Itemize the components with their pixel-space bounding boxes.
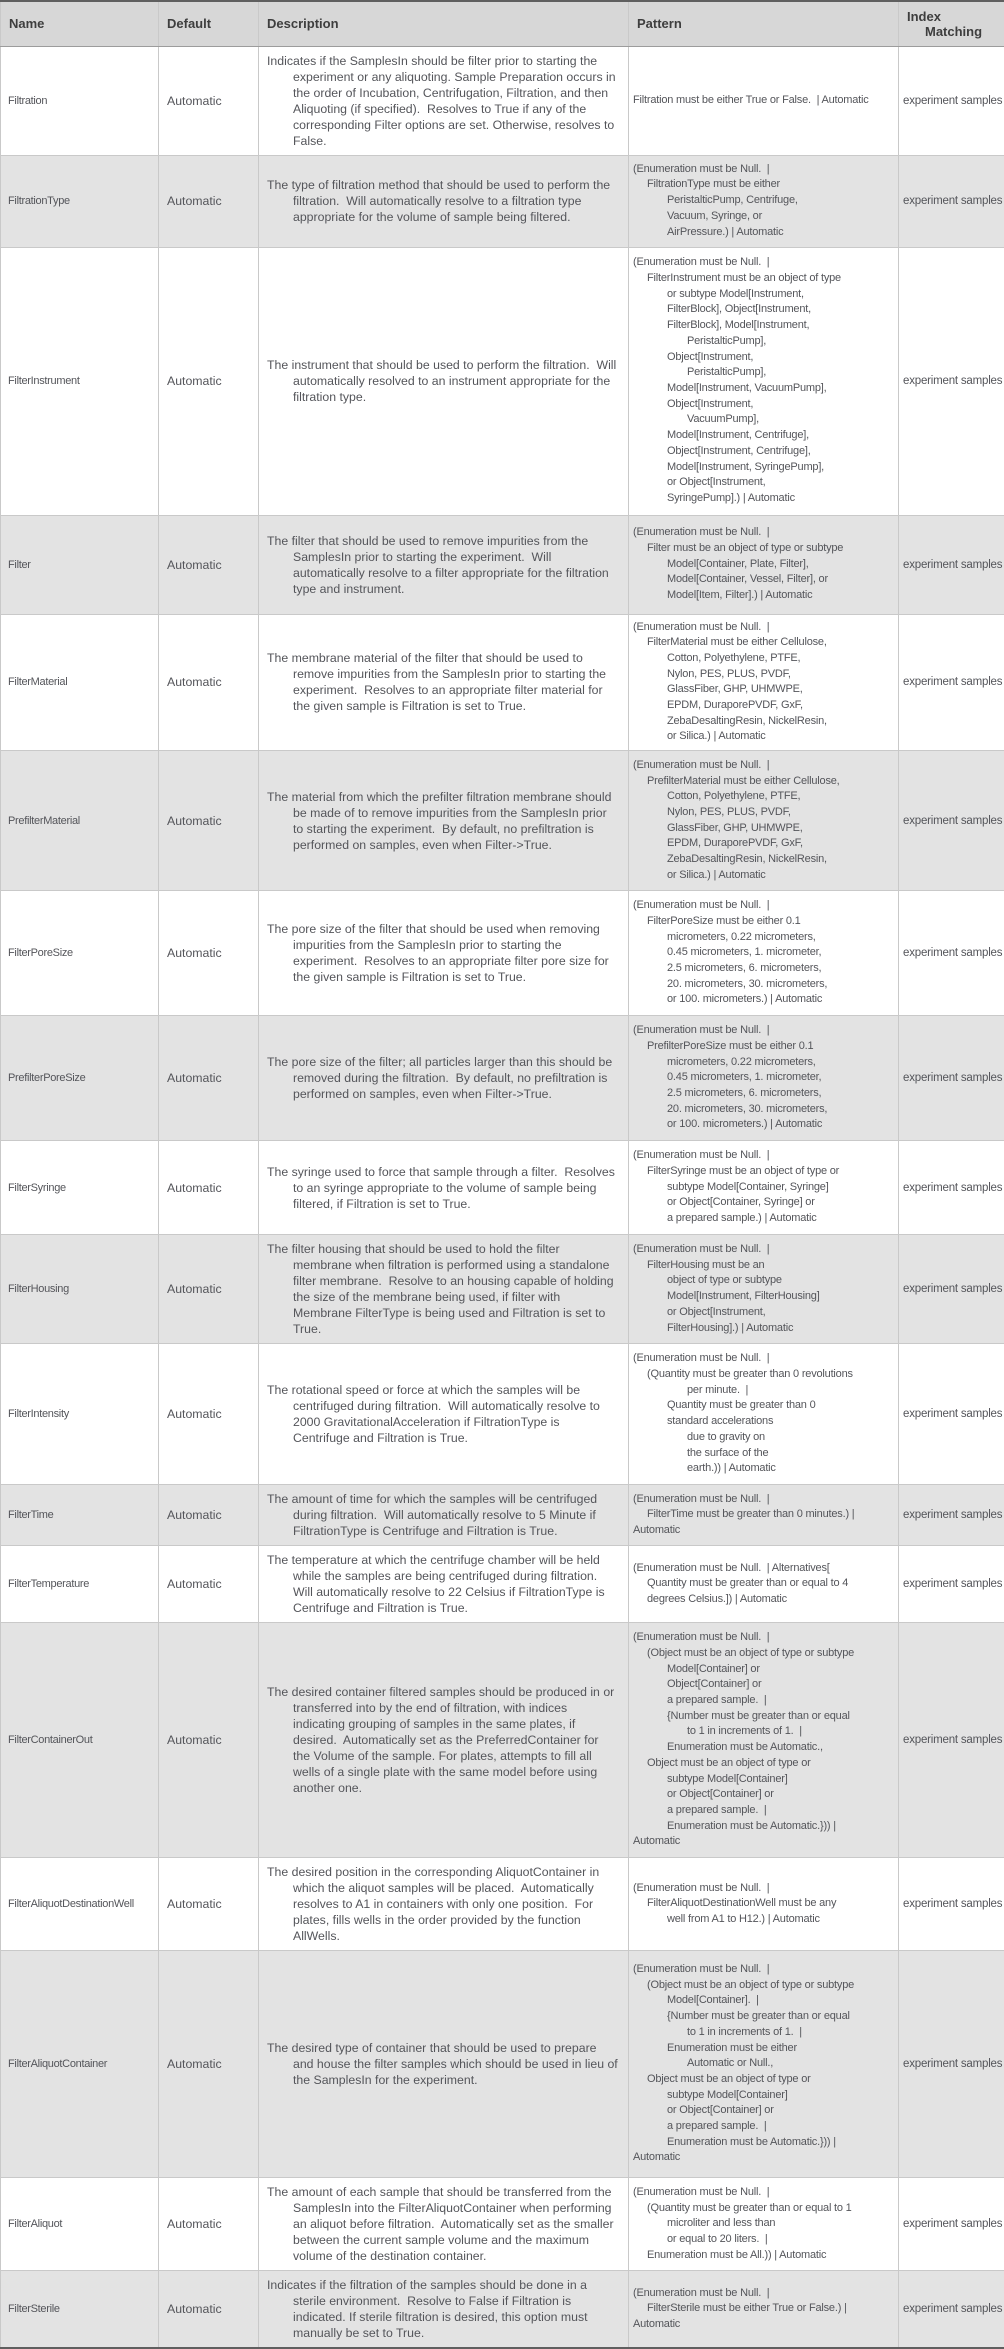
option-name: FilterInstrument <box>1 247 159 515</box>
option-name: FilterContainerOut <box>1 1623 159 1858</box>
pattern-line: FilterTime must be greater than 0 minutes.) | <box>633 1507 894 1523</box>
option-name: FilterSterile <box>1 2271 159 2349</box>
option-pattern <box>629 1623 899 1858</box>
option-description: The membrane material of the filter that should be used to remove impurities from the SamplesIn prior to starting the experiment. Resolves to an appropriate filter material for the given sample is Filtration is set to True. <box>259 614 629 751</box>
pattern-line: (Enumeration must be Null. | <box>633 1881 894 1897</box>
option-description: The pore size of the filter that should be used when removing impurities from the SamplesIn prior to starting the experiment. Resolves to an appropriate filter pore size for the given sample is Filtration is set to True. <box>259 891 629 1016</box>
option-default: Automatic <box>159 1016 259 1141</box>
pattern-line: PeristalticPump], <box>633 365 894 381</box>
pattern-line: (Enumeration must be Null. | <box>633 2185 894 2201</box>
pattern-line: FiltrationType must be either <box>633 177 894 193</box>
pattern-line: (Quantity must be greater than or equal to 1 <box>633 2201 894 2217</box>
pattern-line: Model[Item, Filter].) | Automatic <box>633 588 894 604</box>
pattern-line: FilterInstrument must be an object of type <box>633 271 894 287</box>
pattern-line: Model[Container, Plate, Filter], <box>633 557 894 573</box>
option-default: Automatic <box>159 751 259 891</box>
option-description: The amount of each sample that should be transferred from the SamplesIn into the FilterAliquotContainer when performing an aliquot before filtration. Automatically set as the smaller between the current sample volume and the maximum volume of the destination container. <box>259 2178 629 2271</box>
pattern-line: (Enumeration must be Null. | <box>633 1242 894 1258</box>
pattern-line: a prepared sample. | <box>633 1803 894 1819</box>
pattern-line: Filtration must be either True or False. | Automatic <box>633 93 894 109</box>
column-header-description: Description <box>259 1 629 46</box>
option-row <box>1 1141 1004 1235</box>
pattern-line: (Enumeration must be Null. | <box>633 1148 894 1164</box>
option-description: The material from which the prefilter filtration membrane should be made of to remove impurities from the SamplesIn prior to starting the experiment. By default, no prefiltration is performed on samples, even when Filter->True. <box>259 751 629 891</box>
option-pattern <box>629 1141 899 1235</box>
option-name: FilterMaterial <box>1 614 159 751</box>
option-index-matching: experiment samples <box>899 891 1004 1016</box>
option-index-matching: experiment samples <box>899 515 1004 614</box>
option-pattern <box>629 155 899 247</box>
pattern-line: Vacuum, Syringe, or <box>633 209 894 225</box>
option-description: The type of filtration method that should be used to perform the filtration. Will automatically resolve to a filtration type appropriate for the volume of sample being filtered. <box>259 155 629 247</box>
pattern-line: Automatic <box>633 1834 894 1850</box>
option-name: FiltrationType <box>1 155 159 247</box>
pattern-line: (Enumeration must be Null. | <box>633 898 894 914</box>
pattern-line: Automatic <box>633 1523 894 1539</box>
option-index-matching: experiment samples <box>899 1485 1004 1546</box>
column-header-name: Name <box>1 1 159 46</box>
pattern-line: FilterMaterial must be either Cellulose, <box>633 635 894 651</box>
pattern-line: 2.5 micrometers, 6. micrometers, <box>633 961 894 977</box>
pattern-line: Automatic <box>633 2150 894 2166</box>
option-description: The instrument that should be used to perform the filtration. Will automatically resolved to an instrument appropriate for the filtration type. <box>259 247 629 515</box>
pattern-line: 20. micrometers, 30. micrometers, <box>633 1102 894 1118</box>
option-description: The desired container filtered samples should be produced in or transferred into by the end of filtration, with indices indicating grouping of samples in the same plates, if desired. Automatically set as the PreferredContainer for the Volume of the sample. For plates, attempts to fill all wells of a single plate with the same model before using another one. <box>259 1623 629 1858</box>
option-row <box>1 2271 1004 2349</box>
pattern-line: standard accelerations <box>633 1414 894 1430</box>
pattern-line: due to gravity on <box>633 1430 894 1446</box>
option-default: Automatic <box>159 1623 259 1858</box>
header-row <box>1 1 1004 46</box>
pattern-line: or 100. micrometers.) | Automatic <box>633 992 894 1008</box>
option-row <box>1 515 1004 614</box>
option-description: Indicates if the filtration of the samples should be done in a sterile environment. Resolve to False if Filtration is indicated. If sterile filtration is desired, this option must manually be set to True. <box>259 2271 629 2349</box>
option-row <box>1 1546 1004 1623</box>
option-default: Automatic <box>159 2271 259 2349</box>
pattern-line: to 1 in increments of 1. | <box>633 2025 894 2041</box>
pattern-line: Object[Instrument, Centrifuge], <box>633 444 894 460</box>
option-description: The desired position in the corresponding AliquotContainer in which the aliquot samples will be placed. Automatically resolves to A1 in containers with only one position. For plates, fills wells in the order provided by the function AllWells. <box>259 1858 629 1951</box>
option-index-matching: experiment samples <box>899 2178 1004 2271</box>
pattern-line: 20. micrometers, 30. micrometers, <box>633 977 894 993</box>
pattern-line: Model[Instrument, VacuumPump], <box>633 381 894 397</box>
pattern-line: or equal to 20 liters. | <box>633 2232 894 2248</box>
option-row <box>1 2178 1004 2271</box>
option-name: FilterPoreSize <box>1 891 159 1016</box>
option-name: FilterTemperature <box>1 1546 159 1623</box>
option-row <box>1 1858 1004 1951</box>
option-pattern <box>629 1235 899 1344</box>
option-index-matching: experiment samples <box>899 1141 1004 1235</box>
option-index-matching: experiment samples <box>899 1546 1004 1623</box>
pattern-line: (Enumeration must be Null. | Alternatives[ <box>633 1561 894 1577</box>
pattern-line: Quantity must be greater than 0 <box>633 1398 894 1414</box>
pattern-line: FilterAliquotDestinationWell must be any <box>633 1896 894 1912</box>
option-default: Automatic <box>159 515 259 614</box>
option-row <box>1 247 1004 515</box>
option-description: The filter housing that should be used to hold the filter membrane when filtration is performed using a standalone filter membrane. Resolve to an housing capable of holding the size of the membrane being used, if filter with Membrane FilterType is being used and Filtration is set to True. <box>259 1235 629 1344</box>
pattern-line: Enumeration must be Automatic., <box>633 1740 894 1756</box>
pattern-line: or Object[Instrument, <box>633 1305 894 1321</box>
option-default: Automatic <box>159 1546 259 1623</box>
option-pattern <box>629 1951 899 2178</box>
option-default: Automatic <box>159 247 259 515</box>
pattern-line: Enumeration must be Automatic.})) | <box>633 2135 894 2151</box>
pattern-line: Nylon, PES, PLUS, PVDF, <box>633 805 894 821</box>
option-description: The temperature at which the centrifuge chamber will be held while the samples are being centrifuged during filtration. Will automatically resolve to 22 Celsius if FiltrationType is Centrifuge and Filtration is True. <box>259 1546 629 1623</box>
option-name: FilterIntensity <box>1 1344 159 1485</box>
pattern-line: earth.)) | Automatic <box>633 1461 894 1477</box>
option-pattern <box>629 1485 899 1546</box>
option-name: FilterAliquotDestinationWell <box>1 1858 159 1951</box>
pattern-line: Filter must be an object of type or subtype <box>633 541 894 557</box>
option-pattern <box>629 1016 899 1141</box>
pattern-line: 0.45 micrometers, 1. micrometer, <box>633 1070 894 1086</box>
option-description: Indicates if the SamplesIn should be filter prior to starting the experiment or any aliquoting. Sample Preparation occurs in the order of Incubation, Centrifugation, Filtration, and then Aliquoting (if specified). Resolves to True if any of the corresponding Filter options are set. Otherwise, resolves to False. <box>259 46 629 155</box>
option-name: PrefilterMaterial <box>1 751 159 891</box>
option-row <box>1 891 1004 1016</box>
pattern-line: VacuumPump], <box>633 412 894 428</box>
pattern-line: PeristalticPump, Centrifuge, <box>633 193 894 209</box>
pattern-line: or Object[Container] or <box>633 2103 894 2119</box>
pattern-line: subtype Model[Container] <box>633 1772 894 1788</box>
option-default: Automatic <box>159 1485 259 1546</box>
pattern-line: a prepared sample. | <box>633 1693 894 1709</box>
pattern-line: (Object must be an object of type or subtype <box>633 1646 894 1662</box>
pattern-line: Model[Container]. | <box>633 1993 894 2009</box>
pattern-line: or subtype Model[Instrument, <box>633 287 894 303</box>
pattern-line: GlassFiber, GHP, UHMWPE, <box>633 682 894 698</box>
column-header-index-matching: Index Matching <box>899 1 1004 46</box>
option-name: Filtration <box>1 46 159 155</box>
option-default: Automatic <box>159 46 259 155</box>
option-row <box>1 1951 1004 2178</box>
option-row <box>1 1344 1004 1485</box>
option-description: The filter that should be used to remove impurities from the SamplesIn prior to starting the experiment. Will automatically resolve to a filter appropriate for the filtration type and instrument. <box>259 515 629 614</box>
pattern-line: per minute. | <box>633 1383 894 1399</box>
pattern-line: or Silica.) | Automatic <box>633 868 894 884</box>
pattern-line: Object[Container] or <box>633 1677 894 1693</box>
option-default: Automatic <box>159 1235 259 1344</box>
option-index-matching: experiment samples <box>899 155 1004 247</box>
option-row <box>1 46 1004 155</box>
pattern-line: or Silica.) | Automatic <box>633 729 894 745</box>
pattern-line: Nylon, PES, PLUS, PVDF, <box>633 667 894 683</box>
pattern-line: SyringePump].) | Automatic <box>633 491 894 507</box>
option-index-matching: experiment samples <box>899 614 1004 751</box>
option-row <box>1 751 1004 891</box>
option-row <box>1 614 1004 751</box>
option-index-matching: experiment samples <box>899 1344 1004 1485</box>
option-pattern <box>629 247 899 515</box>
pattern-line: ZebaDesaltingResin, NickelResin, <box>633 852 894 868</box>
option-pattern <box>629 614 899 751</box>
pattern-line: or Object[Instrument, <box>633 475 894 491</box>
option-description: The pore size of the filter; all particles larger than this should be removed during the filtration. By default, no prefiltration is performed on samples, even when Filter->True. <box>259 1016 629 1141</box>
option-default: Automatic <box>159 1858 259 1951</box>
option-default: Automatic <box>159 614 259 751</box>
pattern-line: (Enumeration must be Null. | <box>633 1492 894 1508</box>
option-name: PrefilterPoreSize <box>1 1016 159 1141</box>
pattern-line: a prepared sample. | <box>633 2119 894 2135</box>
pattern-line: FilterHousing].) | Automatic <box>633 1321 894 1337</box>
pattern-line: object of type or subtype <box>633 1273 894 1289</box>
option-index-matching: experiment samples <box>899 1016 1004 1141</box>
pattern-line: micrometers, 0.22 micrometers, <box>633 930 894 946</box>
pattern-line: GlassFiber, GHP, UHMWPE, <box>633 821 894 837</box>
pattern-line: a prepared sample.) | Automatic <box>633 1211 894 1227</box>
option-name: FilterHousing <box>1 1235 159 1344</box>
option-default: Automatic <box>159 891 259 1016</box>
pattern-line: micrometers, 0.22 micrometers, <box>633 1055 894 1071</box>
pattern-line: {Number must be greater than or equal <box>633 2009 894 2025</box>
option-name: FilterSyringe <box>1 1141 159 1235</box>
pattern-line: PrefilterPoreSize must be either 0.1 <box>633 1039 894 1055</box>
option-index-matching: experiment samples <box>899 2271 1004 2349</box>
pattern-line: PrefilterMaterial must be either Cellulose, <box>633 774 894 790</box>
pattern-line: (Enumeration must be Null. | <box>633 525 894 541</box>
pattern-line: Model[Instrument, FilterHousing] <box>633 1289 894 1305</box>
pattern-line: microliter and less than <box>633 2216 894 2232</box>
option-default: Automatic <box>159 1344 259 1485</box>
pattern-line: EPDM, DuraporePVDF, GxF, <box>633 836 894 852</box>
pattern-line: (Quantity must be greater than 0 revolutions <box>633 1367 894 1383</box>
option-pattern <box>629 2178 899 2271</box>
pattern-line: (Enumeration must be Null. | <box>633 1630 894 1646</box>
option-row <box>1 1623 1004 1858</box>
pattern-line: Automatic or Null., <box>633 2056 894 2072</box>
pattern-line: degrees Celsius.]) | Automatic <box>633 1592 894 1608</box>
option-default: Automatic <box>159 1141 259 1235</box>
table-body <box>1 46 1004 2348</box>
option-description: The desired type of container that should be used to prepare and house the filter samples which should be used in lieu of the SamplesIn for the experiment. <box>259 1951 629 2178</box>
pattern-line: Enumeration must be Automatic.})) | <box>633 1819 894 1835</box>
option-pattern <box>629 1344 899 1485</box>
pattern-line: PeristalticPump], <box>633 334 894 350</box>
option-pattern <box>629 1858 899 1951</box>
option-index-matching: experiment samples <box>899 1858 1004 1951</box>
option-default: Automatic <box>159 1951 259 2178</box>
pattern-line: Enumeration must be either <box>633 2041 894 2057</box>
pattern-line: (Enumeration must be Null. | <box>633 758 894 774</box>
column-header-pattern: Pattern <box>629 1 899 46</box>
pattern-line: (Enumeration must be Null. | <box>633 1351 894 1367</box>
option-index-matching: experiment samples <box>899 1623 1004 1858</box>
pattern-line: Automatic <box>633 2317 894 2333</box>
option-index-matching: experiment samples <box>899 46 1004 155</box>
option-default: Automatic <box>159 155 259 247</box>
pattern-line: the surface of the <box>633 1446 894 1462</box>
pattern-line: Object must be an object of type or <box>633 1756 894 1772</box>
pattern-line: FilterHousing must be an <box>633 1258 894 1274</box>
pattern-line: FilterPoreSize must be either 0.1 <box>633 914 894 930</box>
option-name: FilterAliquot <box>1 2178 159 2271</box>
pattern-line: Model[Instrument, SyringePump], <box>633 460 894 476</box>
option-row <box>1 1235 1004 1344</box>
pattern-line: AirPressure.) | Automatic <box>633 225 894 241</box>
pattern-line: 0.45 micrometers, 1. micrometer, <box>633 945 894 961</box>
pattern-line: FilterSterile must be either True or False.) | <box>633 2301 894 2317</box>
pattern-line: FilterBlock], Object[Instrument, <box>633 302 894 318</box>
option-pattern <box>629 751 899 891</box>
pattern-line: Cotton, Polyethylene, PTFE, <box>633 651 894 667</box>
option-name: FilterTime <box>1 1485 159 1546</box>
column-header-default: Default <box>159 1 259 46</box>
pattern-line: Model[Instrument, Centrifuge], <box>633 428 894 444</box>
option-row <box>1 155 1004 247</box>
pattern-line: Object[Instrument, <box>633 350 894 366</box>
pattern-line: (Enumeration must be Null. | <box>633 1023 894 1039</box>
pattern-line: EPDM, DuraporePVDF, GxF, <box>633 698 894 714</box>
pattern-line: FilterSyringe must be an object of type or <box>633 1164 894 1180</box>
pattern-line: or Object[Container] or <box>633 1787 894 1803</box>
pattern-line: to 1 in increments of 1. | <box>633 1724 894 1740</box>
option-index-matching: experiment samples <box>899 751 1004 891</box>
option-default: Automatic <box>159 2178 259 2271</box>
pattern-line: Object must be an object of type or <box>633 2072 894 2088</box>
pattern-line: or 100. micrometers.) | Automatic <box>633 1117 894 1133</box>
pattern-line: (Enumeration must be Null. | <box>633 162 894 178</box>
option-pattern <box>629 2271 899 2349</box>
pattern-line: (Object must be an object of type or subtype <box>633 1978 894 1994</box>
pattern-line: (Enumeration must be Null. | <box>633 1962 894 1978</box>
option-pattern <box>629 515 899 614</box>
pattern-line: well from A1 to H12.) | Automatic <box>633 1912 894 1928</box>
pattern-line: (Enumeration must be Null. | <box>633 2286 894 2302</box>
option-pattern <box>629 46 899 155</box>
pattern-line: (Enumeration must be Null. | <box>633 620 894 636</box>
option-row <box>1 1016 1004 1141</box>
pattern-line: Model[Container] or <box>633 1662 894 1678</box>
pattern-line: (Enumeration must be Null. | <box>633 255 894 271</box>
pattern-line: Enumeration must be All.)) | Automatic <box>633 2248 894 2264</box>
option-name: FilterAliquotContainer <box>1 1951 159 2178</box>
option-index-matching: experiment samples <box>899 1235 1004 1344</box>
option-name: Filter <box>1 515 159 614</box>
option-pattern <box>629 1546 899 1623</box>
pattern-line: Cotton, Polyethylene, PTFE, <box>633 789 894 805</box>
pattern-line: {Number must be greater than or equal <box>633 1709 894 1725</box>
pattern-line: 2.5 micrometers, 6. micrometers, <box>633 1086 894 1102</box>
table-header <box>1 1 1004 46</box>
pattern-line: subtype Model[Container, Syringe] <box>633 1180 894 1196</box>
pattern-line: Quantity must be greater than or equal to 4 <box>633 1576 894 1592</box>
pattern-line: Model[Container, Vessel, Filter], or <box>633 572 894 588</box>
option-index-matching: experiment samples <box>899 1951 1004 2178</box>
pattern-line: ZebaDesaltingResin, NickelResin, <box>633 714 894 730</box>
option-description: The amount of time for which the samples will be centrifuged during filtration. Will automatically resolve to 5 Minute if FiltrationType is Centrifuge and Filtration is True. <box>259 1485 629 1546</box>
pattern-line: Object[Instrument, <box>633 397 894 413</box>
option-description: The syringe used to force that sample through a filter. Resolves to an syringe appropriate to the volume of sample being filtered, if Filtration is set to True. <box>259 1141 629 1235</box>
pattern-line: subtype Model[Container] <box>633 2088 894 2104</box>
option-row <box>1 1485 1004 1546</box>
option-pattern <box>629 891 899 1016</box>
option-index-matching: experiment samples <box>899 247 1004 515</box>
option-description: The rotational speed or force at which the samples will be centrifuged during filtration. Will automatically resolve to 2000 GravitationalAcceleration if FiltrationType is Centrifuge and Filtration is True. <box>259 1344 629 1485</box>
pattern-line: FilterBlock], Model[Instrument, <box>633 318 894 334</box>
pattern-line: or Object[Container, Syringe] or <box>633 1195 894 1211</box>
